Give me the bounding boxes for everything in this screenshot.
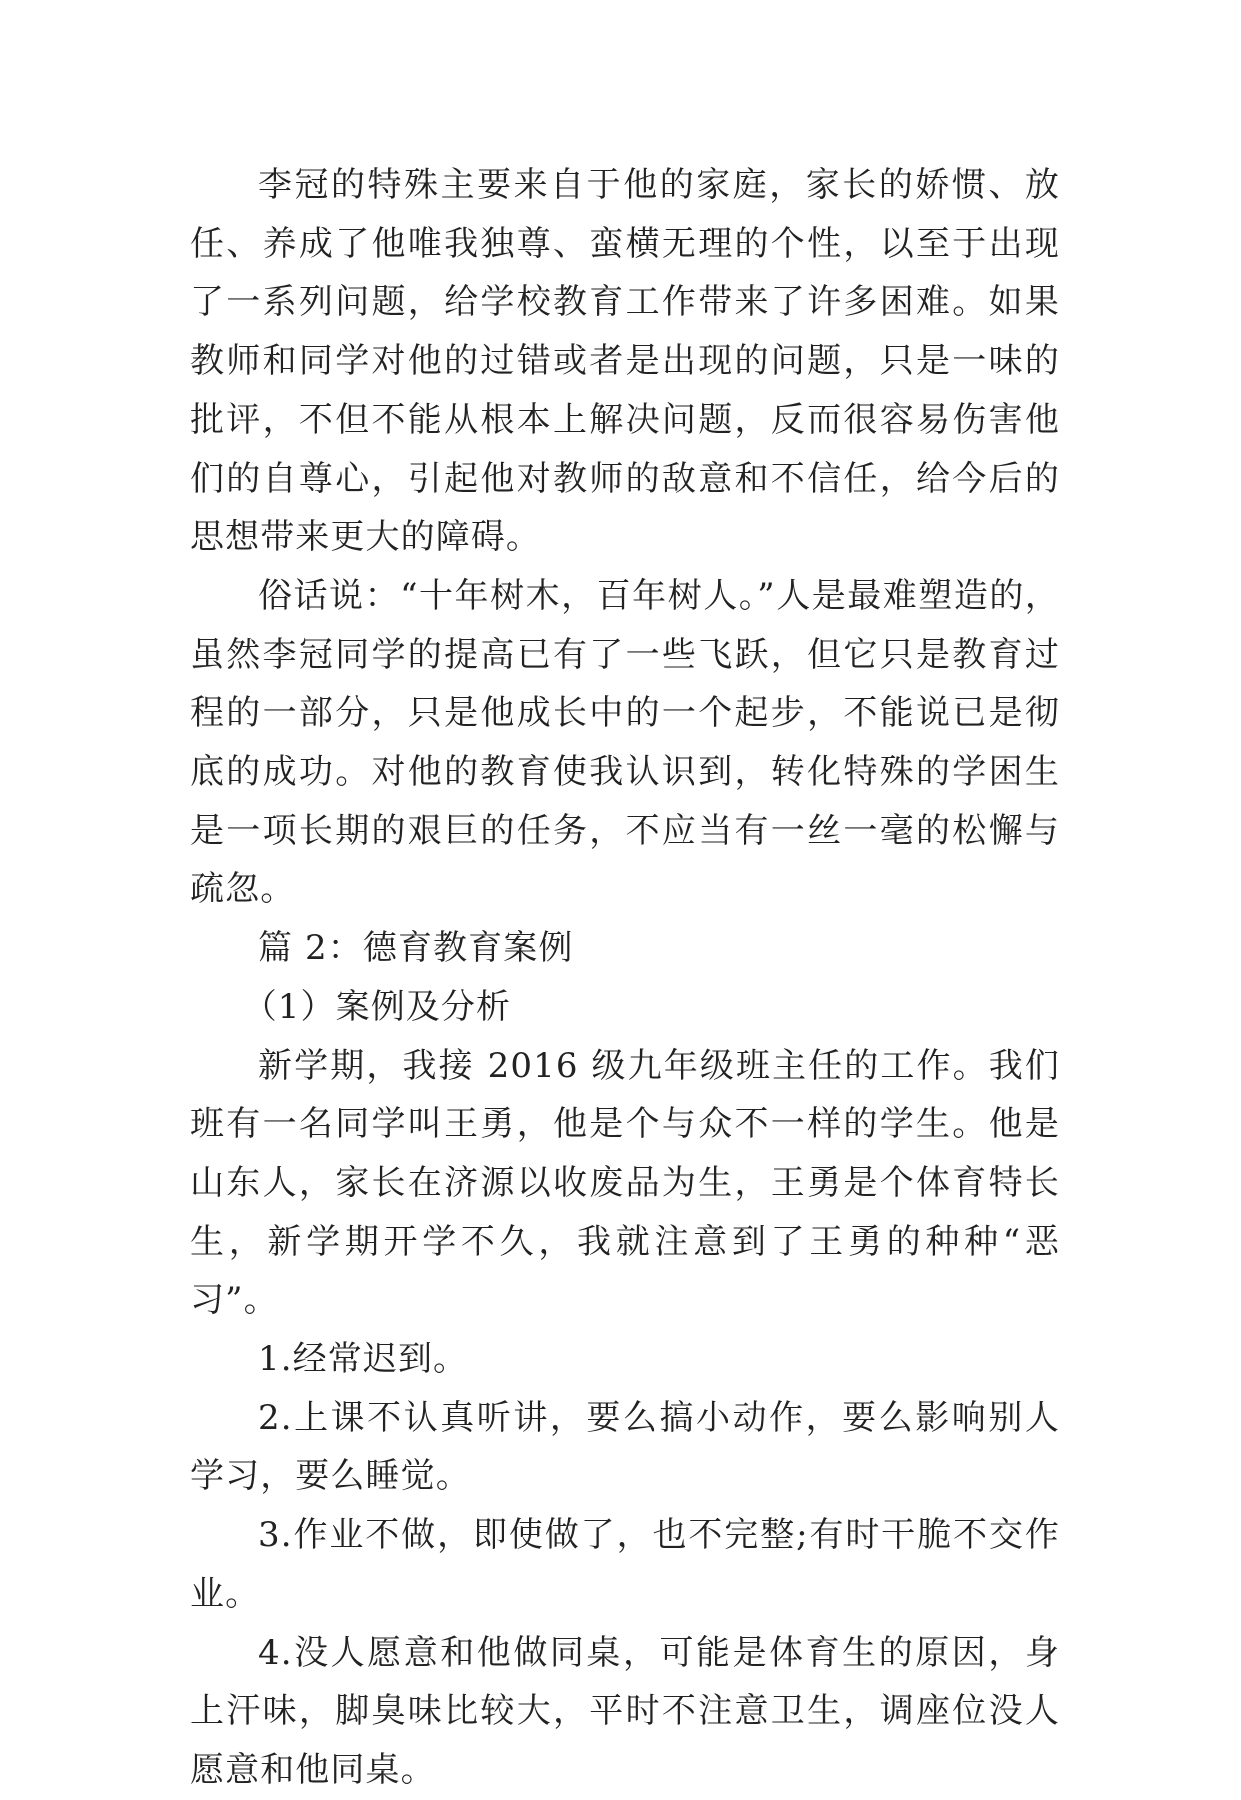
body-paragraph: 李冠的特殊主要来自于他的家庭，家长的娇惯、放任、养成了他唯我独尊、蛮横无理的个性，以至于出现了一系列问题，给学校教育工作带来了许多困难。如果教师和同学对他的过错或者是出现的问题，只是一味的批评，不但不能从根本上解决问题，反而很容易伤害他们的自尊心，引起他对教师的敌意和不信任，给今后的思想带来更大的障碍。	[190, 165, 1060, 558]
subsection-title: （1）案例及分析	[242, 986, 512, 1027]
document-body	[190, 156, 1060, 1800]
list-item: 2.上课不认真听讲，要么搞小动作，要么影响别人学习，要么睡觉。	[190, 1397, 1060, 1497]
list-item: 3.作业不做，即使做了，也不完整;有时干脆不交作业。	[190, 1515, 1060, 1614]
body-paragraph: 俗话说：“十年树木，百年树人。”人是最难塑造的，虽然李冠同学的提高已有了一些飞跃，但它只是教育过程的一部分，只是他成长中的一个起步，不能说已是彻底的成功。对他的教育使我认识到，转化特殊的学困生是一项长期的艰巨的任务，不应当有一丝一毫的松懈与疏忽。	[190, 575, 1060, 910]
list-item: 4.没人愿意和他做同桌，可能是体育生的原因，身上汗味，脚臭味比较大，平时不注意卫生，调座位没人愿意和他同桌。	[190, 1632, 1060, 1790]
list-item: 1.经常迟到。	[258, 1339, 469, 1380]
section-title: 篇 2：德育教育案例	[258, 928, 574, 969]
body-paragraph: 新学期，我接 2016 级九年级班主任的工作。我们班有一名同学叫王勇，他是个与众不一样的学生。他是山东人，家长在济源以收废品为生，王勇是个体育特长生，新学期开学不久，我就注意到了王勇的种种“恶习”。	[190, 1045, 1060, 1321]
